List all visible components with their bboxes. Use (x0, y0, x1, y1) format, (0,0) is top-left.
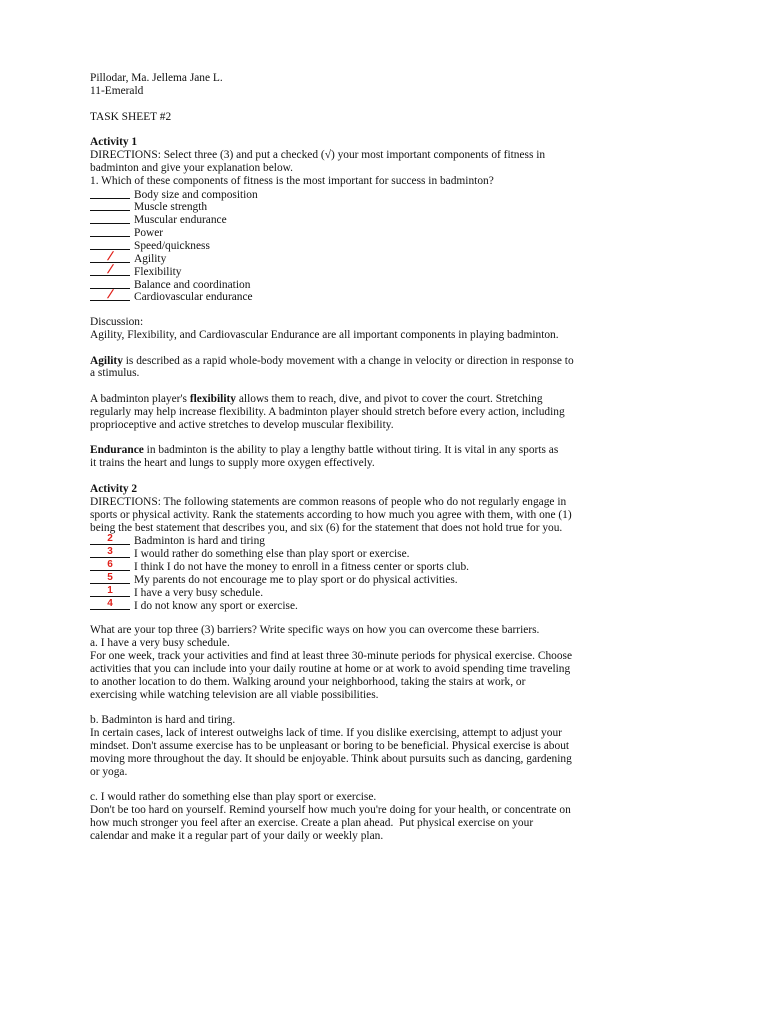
answer-blank (90, 226, 130, 237)
document-page (90, 72, 690, 843)
rank-number: 6 (107, 559, 113, 571)
activity2-title: Activity 2 (90, 483, 138, 495)
barrier-b-title: b. Badminton is hard and tiring. (90, 714, 236, 727)
statement-label: I have a very busy schedule. (134, 586, 264, 599)
flexibility-pre: A badminton player's (90, 393, 190, 406)
rank-number: 3 (107, 546, 113, 558)
agility-paragraph (90, 355, 690, 368)
list-item (90, 586, 690, 599)
flexibility-text-cont: regularly may help increase flexibility. A badminton player should stretch before every action, including (90, 405, 565, 418)
discussion-label: Discussion: (90, 316, 144, 329)
agility-text: is described as a rapid whole-body movement with a change in velocity or direction in response to (122, 354, 574, 367)
activity1-directions: DIRECTIONS: Select three (3) and put a checked (√) your most important components of fitness in (90, 149, 546, 162)
task-sheet-title: TASK SHEET #2 (90, 110, 172, 123)
answer-blank (90, 213, 130, 224)
barrier-b-text: or yoga. (90, 765, 128, 778)
endurance-term: Endurance (90, 444, 144, 457)
component-label: Balance and coordination (134, 278, 251, 291)
component-label: Flexibility (134, 265, 182, 278)
rank-number: 1 (107, 584, 113, 596)
activity2-directions: DIRECTIONS: The following statements are common reasons of people who do not regularly engage in (90, 495, 567, 508)
activity1-title: Activity 1 (90, 136, 138, 149)
rank-blank (90, 560, 130, 571)
rank-blank (90, 586, 130, 597)
list-item (90, 573, 690, 586)
list-item (90, 239, 690, 252)
component-label: Agility (134, 252, 167, 265)
barrier-b-text: moving more throughout the day. It should be enjoyable. Think about pursuits such as dancing, gardening (90, 752, 572, 765)
endurance-text-cont: it trains the heart and lungs to supply more oxygen effectively. (90, 457, 375, 470)
activity1-directions-cont: badminton and give your explanation below. (90, 161, 293, 174)
rank-number: 2 (107, 533, 113, 545)
statement-label: I think I do not have the money to enroll in a fitness center or sports club. (134, 561, 469, 574)
component-label: Cardiovascular endurance (134, 291, 253, 304)
activity1-question: 1. Which of these components of fitness is the most important for success in badminton? (90, 174, 494, 187)
list-item (90, 287, 690, 304)
component-label: Muscular endurance (134, 214, 227, 227)
component-label: Speed/quickness (134, 239, 210, 252)
list-item (90, 560, 690, 573)
check-mark: / (106, 261, 114, 276)
rank-blank (90, 599, 130, 610)
component-label: Body size and composition (134, 188, 258, 201)
answer-blank (90, 188, 130, 199)
barrier-a-text: to another location to do them. Walking around your neighborhood, taking the stairs at work, or (90, 675, 526, 688)
barrier-a-title: a. I have a very busy schedule. (90, 637, 230, 650)
activity2-directions-end: being the best statement that describes you, and six (6) for the statement that does not hold true for you. (90, 521, 563, 534)
barrier-a-text: exercising while watching television are all viable possibilities. (90, 688, 379, 701)
barrier-c-text: Don't be too hard on yourself. Remind yourself how much you're doing for your health, or concentrate on (90, 804, 571, 817)
student-section: 11-Emerald (90, 84, 144, 97)
list-item (90, 547, 690, 560)
rank-blank (90, 573, 130, 584)
statement-label: My parents do not encourage me to play sport or do physical activities. (134, 573, 458, 586)
list-item (90, 599, 690, 612)
fitness-components-list (90, 188, 690, 304)
barrier-ranking-list (90, 534, 690, 611)
flexibility-term: flexibility (189, 393, 237, 406)
flexibility-text-end: proprioceptive and active stretches to develop muscular flexibility. (90, 418, 394, 431)
flexibility-paragraph (90, 393, 690, 406)
list-item (90, 248, 690, 265)
rank-number: 4 (107, 597, 113, 609)
answer-blank (90, 261, 130, 276)
endurance-text: in badminton is the ability to play a lengthy battle without tiring. It is vital in any sports as (143, 444, 559, 457)
rank-blank (90, 547, 130, 558)
endurance-paragraph (90, 444, 690, 457)
barrier-b-text: mindset. Don't assume exercise has to be unpleasant or boring to be beneficial. Physical exercise is about (90, 739, 570, 752)
answer-blank (90, 200, 130, 211)
activity2-directions-cont: sports or physical activity. Rank the statements according to how much you agree with them, with one (1) (90, 508, 572, 521)
list-item (90, 200, 690, 213)
student-name: Pillodar, Ma. Jellema Jane L. (90, 72, 223, 84)
discussion-intro: Agility, Flexibility, and Cardiovascular Endurance are all important components in playing badminton. (90, 328, 559, 341)
list-item (90, 226, 690, 239)
agility-text-cont: a stimulus. (90, 367, 140, 380)
component-label: Power (134, 227, 164, 240)
rank-number: 5 (107, 571, 113, 583)
list-item (90, 261, 690, 278)
rank-blank (90, 534, 130, 545)
barriers-question: What are your top three (3) barriers? Write specific ways on how you can overcome these barriers. (90, 624, 540, 637)
statement-label: I do not know any sport or exercise. (134, 599, 298, 612)
barrier-b-text: In certain cases, lack of interest outweighs lack of time. If you dislike exercising, attempt to adjust your (90, 727, 562, 740)
check-mark: / (106, 287, 114, 302)
statement-label: Badminton is hard and tiring (134, 535, 265, 548)
list-item (90, 188, 690, 201)
barrier-a-text: For one week, track your activities and find at least three 30-minute periods for physical exercise. Choose (90, 649, 573, 662)
barrier-a-text: activities that you can include into your daily routine at home or at work to avoid spending time traveling (90, 662, 571, 675)
statement-label: I would rather do something else than play sport or exercise. (134, 548, 410, 561)
barrier-c-text: how much stronger you feel after an exercise. Create a plan ahead. Put physical exercise on your (90, 816, 534, 829)
list-item (90, 534, 690, 547)
flexibility-text: allows them to reach, dive, and pivot to cover the court. Stretching (236, 393, 543, 406)
list-item (90, 278, 690, 291)
component-label: Muscle strength (134, 201, 208, 214)
barrier-c-title: c. I would rather do something else than play sport or exercise. (90, 791, 377, 804)
barrier-c-text: calendar and make it a regular part of your daily or weekly plan. (90, 829, 384, 842)
list-item (90, 213, 690, 226)
agility-term: Agility (90, 354, 123, 367)
check-mark: / (106, 248, 114, 263)
answer-blank (90, 287, 130, 302)
